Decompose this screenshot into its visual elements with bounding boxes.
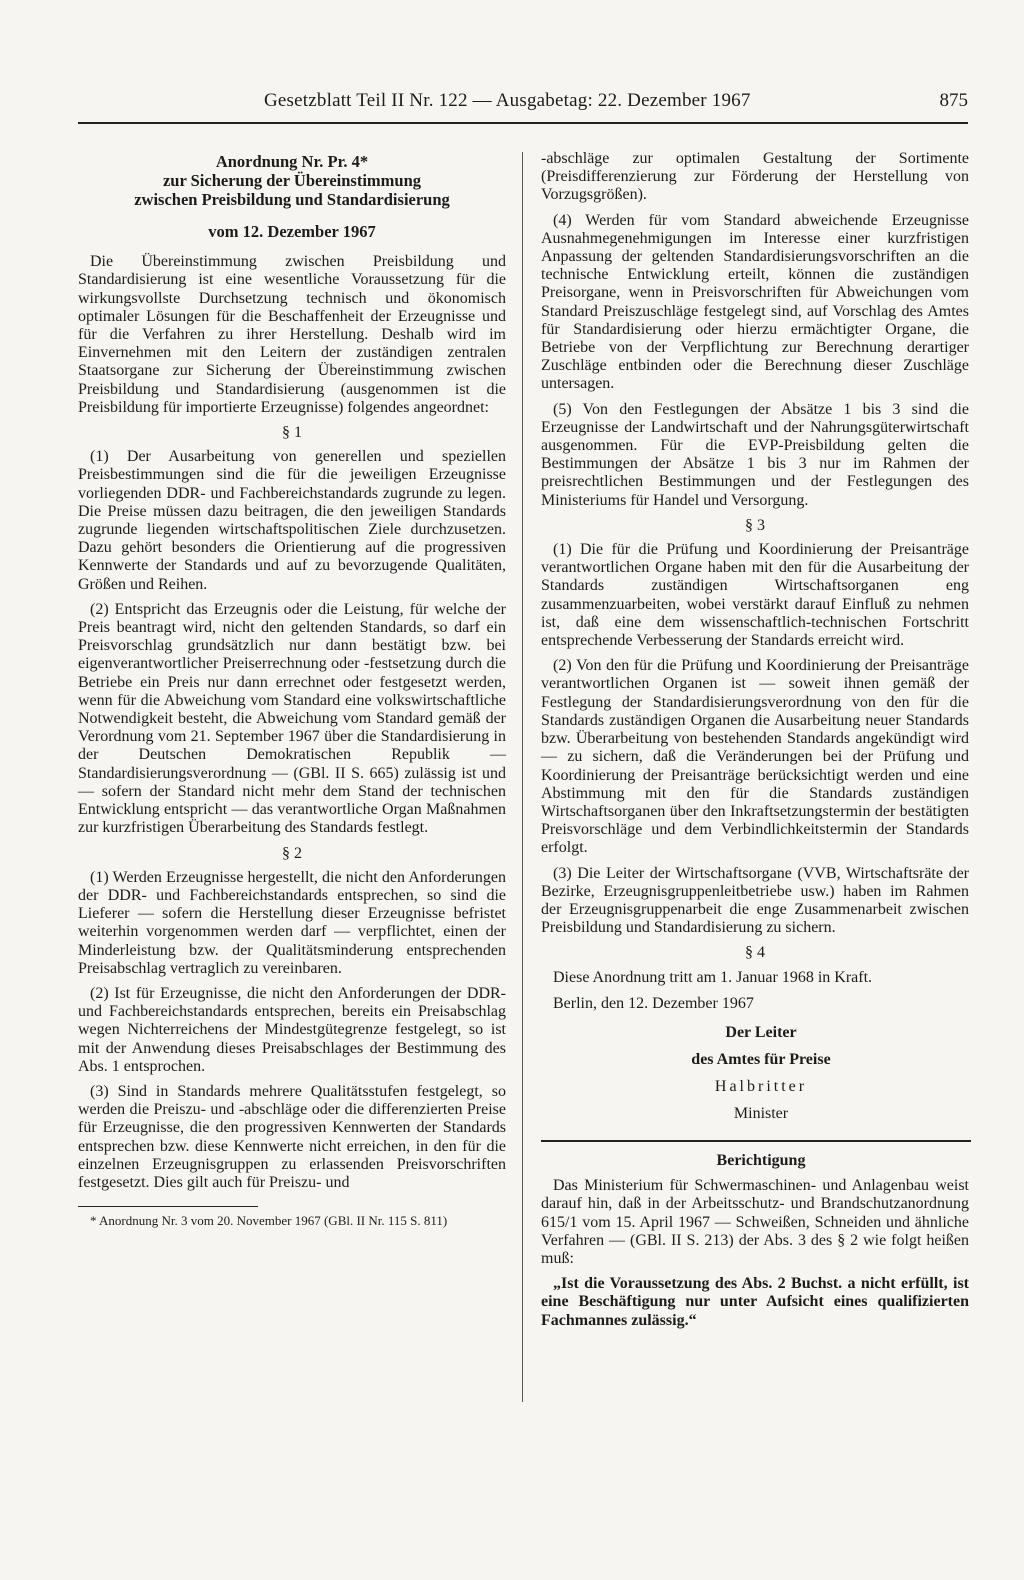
preamble: Die Übereinstimmung zwischen Preisbildung und Standardisierung ist eine wesentliche Voraussetzung für die wirkungsvollste Durchsetzung technisch und ökonomisch optimaler Lösungen für die Beschaffenheit der Erzeugnisse und für die Verfahren zu ihrer Herstellung. Deshalb wird im Einvernehmen mit den Leitern der zuständigen zentralen Staatsorgane zur Sicherung der Übereinstimmung zwischen Preisbildung und Standardisierung (ausgenommen ist die Preisbildung für importierte Erzeugnisse) folgendes angeordnet:	[78, 253, 506, 416]
page-number: 875	[939, 90, 968, 111]
signature-role: Minister	[733, 1104, 789, 1122]
correction-text: Das Ministerium für Schwermaschinen- und Anlagenbau weist darauf hin, daß in der Arbeitsschutz- und Brandschutzanordnung 615/1 vom 15. April 1967 — Schweißen, Schneiden und ähnliche Verfahren — (GBl. II S. 213) der Abs. 3 des § 2 wie folgt heißen muß:	[541, 1177, 969, 1267]
place-and-date: Berlin, den 12. Dezember 1967	[553, 994, 754, 1012]
signature-title-2: des Amtes für Preise	[691, 1050, 831, 1068]
section-2-paragraph-3-continued: -abschläge zur optimalen Gestaltung der Sortimente (Preisdifferenzierung zur Förderung der Herstellung von Vorzugsgrößen).	[541, 150, 969, 204]
section-3-paragraph-3: (3) Die Leiter der Wirtschaftsorgane (VVB, Wirtschaftsräte der Bezirke, Erzeugnisgruppenleitbetriebe usw.) haben im Rahmen der Erzeugnisgruppenarbeit die enge Zusammenarbeit zwischen Preisbildung und Standardisierung zu sichern.	[541, 864, 969, 937]
header-title: Gesetzblatt Teil II Nr. 122 — Ausgabetag: 22. Dezember 1967	[264, 90, 751, 111]
section-3-paragraph-1: (1) Die für die Prüfung und Koordinierung der Preisanträge verantwortlichen Organe haben mit den für die Ausarbeitung der Standards zuständigen Wirtschaftsorganen eng zusammenzuarbeiten, wobei verstärkt darauf Einfluß zu nehmen ist, daß eine dem wissenschaftlich-technischen Fortschritt entsprechende Verbesserung der Standards erreicht wird.	[541, 541, 969, 650]
page-header	[78, 86, 968, 124]
section-4-paragraph: Diese Anordnung tritt am 1. Januar 1968 in Kraft.	[553, 968, 873, 986]
footnote-rule	[78, 1206, 258, 1207]
order-subheading-1: zur Sicherung der Übereinstimmung	[162, 171, 422, 190]
section-4-heading: § 4	[745, 944, 765, 962]
correction-title: Berichtigung	[716, 1151, 806, 1169]
correction-quote: „Ist die Voraussetzung des Abs. 2 Buchst. a nicht erfüllt, ist eine Beschäftigung nur unter Aufsicht eines qualifizierten Fachmannes zulässig.“	[541, 1275, 969, 1329]
section-3-paragraph-2: (2) Von den für die Prüfung und Koordinierung der Preisanträge verantwortlichen Organen ist — soweit ihnen gemäß der Festlegung der Standardisierungsverordnung von den für die Standards zuständigen Organen die Ausarbeitung neuer Standards bzw. Überarbeitung von bestehenden Standards angekündigt wird — zu sichern, daß die Veränderungen bei der Prüfung und Koordinierung der Preisanträge berücksichtigt werden und eine Abstimmung mit den für die Standards zuständigen Wirtschaftsorganen über den Inkraftsetzungstermin der bestätigten Preisvorschläge und dem Verbindlichkeitstermin der Standards erfolgt.	[541, 657, 969, 857]
section-1-paragraph-2: (2) Entspricht das Erzeugnis oder die Leistung, für welche der Preis beantragt wird, nicht den geltenden Standards, so darf ein Preisvorschlag grundsätzlich nur dann bestätigt bzw. bei eigenverantwortlicher Preiserrechnung oder -festsetzung durch die Betriebe ein Preis nur dann errechnet oder festgesetzt werden, wenn für die Abweichung vom Standard eine volkswirtschaftliche Notwendigkeit besteht, die Abweichung vom Standard gemäß der Verordnung vom 21. September 1967 über die Standardisierung in der Deutschen Demokratischen Republik — Standardisierungsverordnung — (GBl. II S. 665) zulässig ist und — sofern der Standard nicht mehr dem Stand der technischen Entwicklung entspricht — das verantwortliche Organ Maßnahmen zur kurzfristigen Überarbeitung des Standards festlegt.	[78, 600, 506, 837]
section-1-heading: § 1	[282, 424, 302, 442]
correction-divider	[541, 1140, 971, 1142]
left-column	[78, 150, 506, 1235]
section-2-paragraph-3: (3) Sind in Standards mehrere Qualitätsstufen festgelegt, so werden die Preiszu- und -abschläge oder die differenzierten Preise für Erzeugnisse, die den progressiven Kennwerten der Standards entsprechen bzw. diese Kennwerte nicht erreichen, in den für die einzelnen Erzeugnisgruppen zu erlassenden Preisvorschriften festgesetzt. Dies gilt auch für Preiszu- und	[78, 1082, 506, 1191]
footnote: * Anordnung Nr. 3 vom 20. November 1967 (GBl. II Nr. 115 S. 811)	[90, 1213, 448, 1229]
column-separator	[522, 152, 523, 1402]
section-2-paragraph-5: (5) Von den Festlegungen der Absätze 1 bis 3 sind die Erzeugnisse der Landwirtschaft und der Nahrungsgüterwirtschaft ausgenommen. Für die EVP-Preisbildung gelten die Bestimmungen der Absätze 1 bis 3 nur im Rahmen der preisrechtlichen Bestimmungen und der Festlegungen des Ministeriums für Handel und Versorgung.	[541, 400, 969, 509]
order-heading: Anordnung Nr. Pr. 4*	[215, 152, 369, 171]
section-1-paragraph-1: (1) Der Ausarbeitung von generellen und speziellen Preisbestimmungen sind die für die jeweiligen Erzeugnisse vorliegenden DDR- und Fachbereichstandards zugrunde zu legen. Die Preise müssen dazu beitragen, die den jeweiligen Standards zugrunde liegenden wirtschaftspolitischen Ziele durchzusetzen. Dazu gehört besonders die Orientierung auf die progressiven Kennwerte der Standards und auf zu bevorzugende Qualitäten, Größen und Reihen.	[78, 448, 506, 593]
section-3-heading: § 3	[745, 516, 765, 534]
order-date: vom 12. Dezember 1967	[208, 222, 376, 241]
section-2-paragraph-4: (4) Werden für vom Standard abweichende Erzeugnisse Ausnahmegenehmigungen im Interesse einer kurzfristigen Anpassung der geltenden Standardisierungsvorschriften an die technische Entwicklung erteilt, können die zuständigen Preisorgane, wenn in Preisvorschriften für Abweichungen vom Standard Preiszuschläge festgelegt sind, auf Vorschlag des Amtes für Standardisierung oder hierzu ermächtigter Organe, die Betriebe von der Verpflichtung zur Berechnung derartiger Zuschläge entbinden oder die Berechnung dieser Zuschläge untersagen.	[541, 211, 969, 393]
section-2-paragraph-1: (1) Werden Erzeugnisse hergestellt, die nicht den Anforderungen der DDR- und Fachbereichstandards entsprechen, so sind die Lieferer — sofern die Herstellung dieser Erzeugnisse befristet weiterhin vorgenommen werden darf — verpflichtet, einen der Minderleistung bzw. der Qualitätsminderung entsprechenden Preisabschlag vertraglich zu vereinbaren.	[78, 868, 506, 977]
section-2-paragraph-2: (2) Ist für Erzeugnisse, die nicht den Anforderungen der DDR- und Fachbereichstandards entsprechen, bereits ein Preisabschlag wegen Nichterreichens der Mindestgütegrenze festgelegt, so ist mit der Anwendung dieses Preisabschlages der Bestimmung des Abs. 1 entsprochen.	[78, 984, 506, 1075]
order-subheading-2: zwischen Preisbildung und Standardisierung	[134, 190, 450, 209]
signature-name: Halbritter	[714, 1077, 808, 1095]
signature-title-1: Der Leiter	[725, 1023, 797, 1041]
right-column	[541, 150, 969, 1337]
section-2-heading: § 2	[282, 844, 302, 862]
